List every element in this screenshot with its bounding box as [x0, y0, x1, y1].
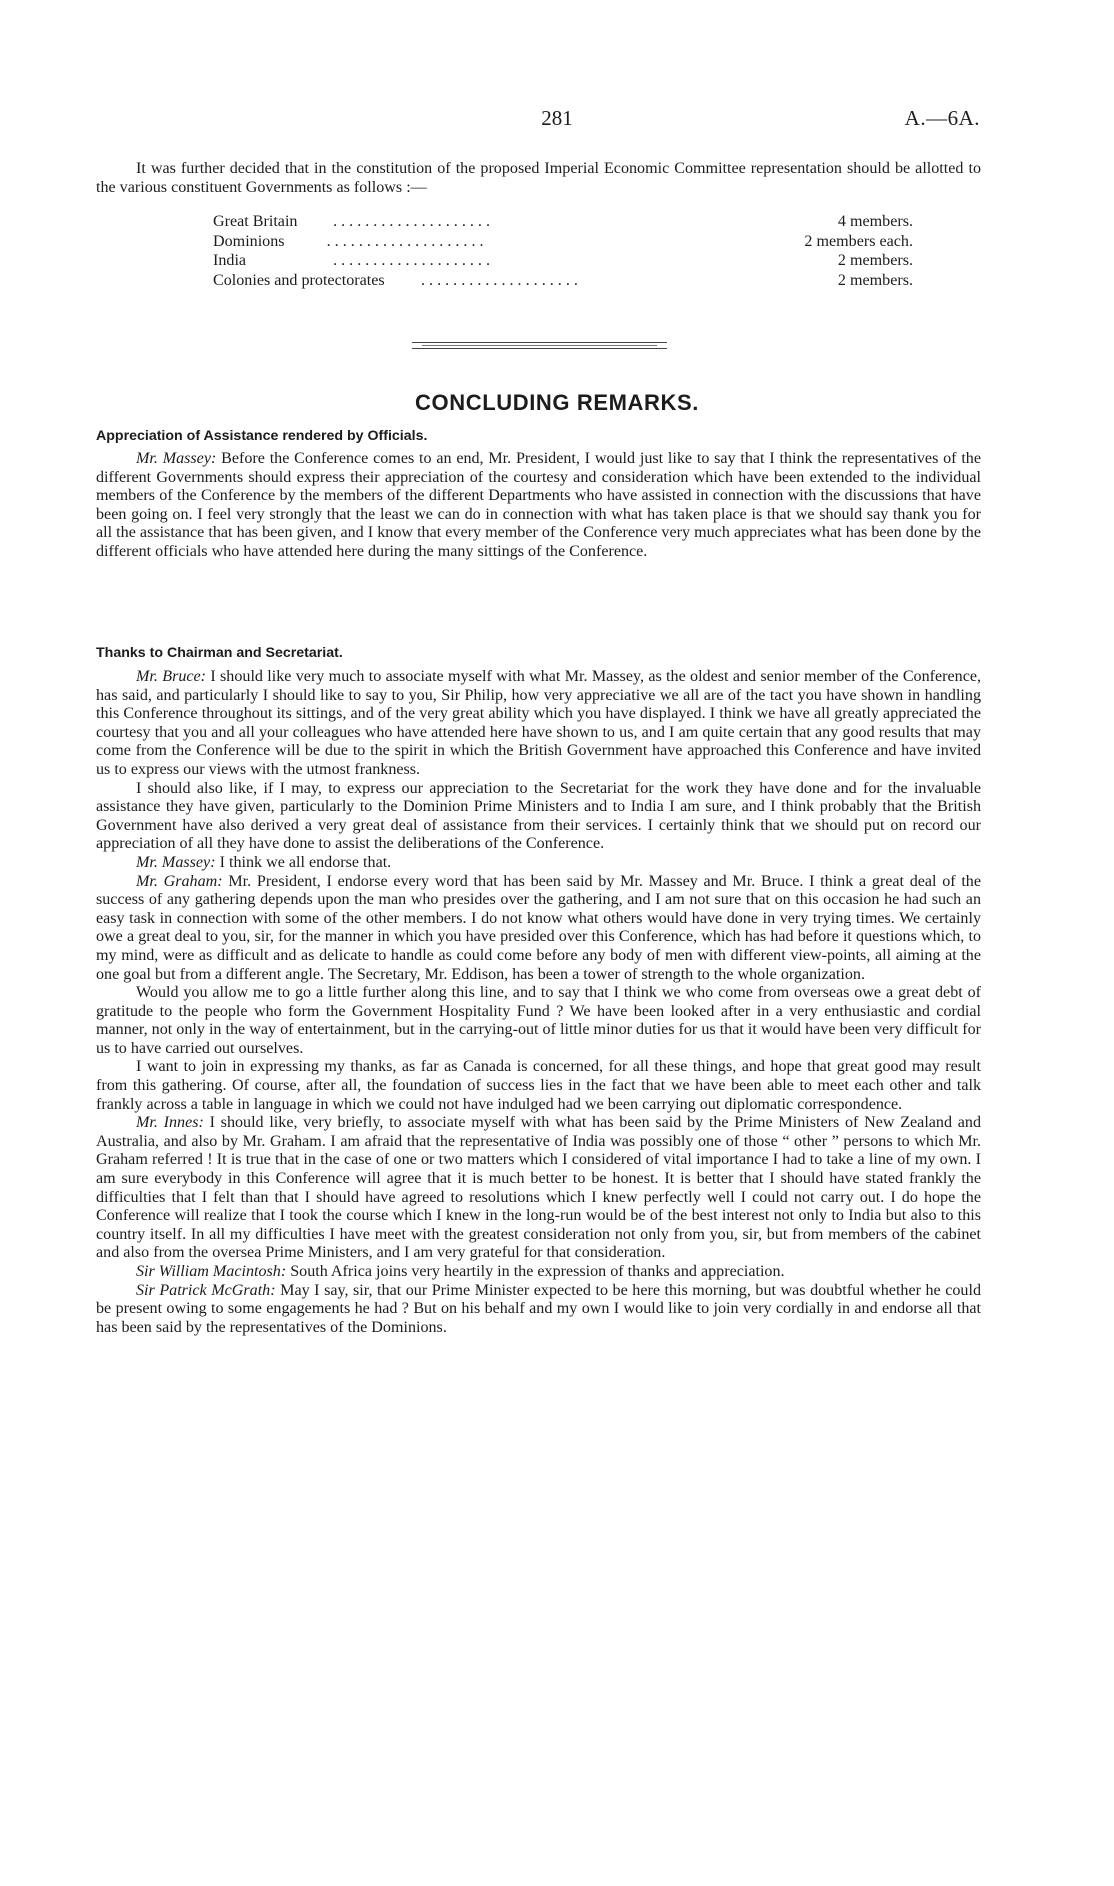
row-label: Colonies and protectorates: [213, 271, 385, 289]
speech-text: Mr. President, I endorse every word that has been said by Mr. Massey and Mr. Bruce. I think a great deal of the success of any gathering depends upon the man who presides over the gathering, and I am not sure that on this occasion he had such an easy task in connection with some of the other members. I do not know what others would have done in very trying times. We certainly owe a great deal to you, sir, for the manner in which you have presided over this Conference, which has had before it questions which, to my mind, were as difficult and as delicate to handle as could come before any body of men with different view-points, all aiming at the one goal but from a different angle. The Secretary, Mr. Eddison, has been a tower of strength to the whole organization.: [96, 872, 981, 983]
table-row: [213, 251, 913, 271]
subheading-appreciation: Appreciation of Assistance rendered by Officials.: [96, 428, 428, 444]
speech-text: I should like, very briefly, to associate myself with what has been said by the Prime Ministers of New Zealand and Australia, and also by Mr. Graham. I am afraid that the representative of India was possibly one of those “ other ” persons to which Mr. Graham referred ! It is true that in the case of one or two matters which I considered of vital importance I had to take a line of my own. I am sure everybody in this Conference will agree that it is much better to be honest. It is better that I should have stated frankly the difficulties that I felt than that I should have agreed to resolutions which I knew perfectly well I could not carry out. I do hope the Conference will realize that I took the course which I knew in the long-run would be of the best interest not only to India but also to this country itself. In all my difficulties I have meet with the greatest consideration not only from you, sir, but from members of the cabinet and also from the oversea Prime Ministers, and I am very grateful for that consideration.: [96, 1114, 981, 1262]
intro-text: It was further decided that in the constitution of the proposed Imperial Economic Committee representation should be allotted to the various constituent Governments as follows :—: [96, 160, 981, 196]
speech-text: May I say, sir, that our Prime Minister expected to be here this morning, but was doubtful whether he could be present owing to some engagements he had ? But on his behalf and my own I would like to join very cordially in and endorse all that has been said by the representatives of the Dominions.: [96, 1281, 981, 1336]
speech-paragraph: [96, 1282, 981, 1338]
table-row: [213, 212, 913, 232]
speech-paragraph: [96, 873, 981, 985]
speaker-name: Mr. Bruce:: [136, 668, 207, 685]
speech-text: I want to join in expressing my thanks, as far as Canada is concerned, for all these things, and hope that great good may result from this gathering. Of course, after all, the foundation of success lies in the fact that we have been able to meet each other and talk frankly across a table in language in which we could not have indulged had we been carrying out diplomatic correspondence.: [96, 1058, 981, 1113]
speech-text: Would you allow me to go a little further along this line, and to say that I think we who come from overseas owe a great debt of gratitude to the people who form the Government Hospitality Fund ? We have been looked after in a very enthusiastic and cordial manner, not only in the way of entertainment, but in the carrying-out of little minor duties for us that it would have been very difficult for us to have carried out ourselves.: [96, 984, 981, 1057]
row-label: Great Britain: [213, 213, 298, 230]
speech-text: I think we all endorse that.: [215, 853, 392, 871]
row-label: India: [213, 252, 247, 269]
table-row: [213, 271, 913, 291]
table-row: [213, 232, 913, 252]
speaker-name: Mr. Innes:: [136, 1114, 204, 1132]
speech-paragraph: [96, 780, 981, 854]
representation-table: [213, 212, 913, 290]
speech-paragraph: [96, 854, 981, 873]
speaker-name: Sir Patrick McGrath:: [136, 1281, 276, 1299]
row-value: 2 members each.: [804, 232, 913, 250]
speaker-name: Sir William Macintosh:: [136, 1263, 287, 1280]
section-divider: [412, 342, 667, 350]
intro-paragraph: [96, 160, 981, 197]
speech-paragraph: [96, 984, 981, 1058]
row-value: 2 members.: [837, 271, 913, 289]
speech-text: Before the Conference comes to an end, Mr. President, I would just like to say that I think the representatives of the different Governments should express their appreciation of the courtesy and consideration which have been extended to the individual members of the Conference by the members of the different Departments who have assisted in connection with the discussions that have been going on. I feel very strongly that the least we can do in connection with what has taken place is that we should say thank you for all the assistance that has been given, and I know that every member of the Conference very much appreciates what has been done by the different officials who have attended here during the many sittings of the Conference.: [96, 450, 981, 560]
document-reference: A.—6A.: [904, 106, 980, 130]
speech-paragraph: [96, 1114, 981, 1263]
speech-paragraph: [96, 450, 981, 562]
section-title: CONCLUDING REMARKS.: [415, 390, 699, 415]
subheading-thanks: Thanks to Chairman and Secretariat.: [96, 645, 343, 661]
speaker-name: Mr. Graham:: [136, 872, 223, 890]
dot-leader: . . . . . . . . . . . . . . . . . . . .: [333, 252, 490, 269]
speaker-name: Mr. Massey:: [136, 450, 217, 467]
row-value: 2 members.: [837, 252, 913, 269]
row-label: Dominions: [213, 232, 285, 250]
speaker-name: Mr. Massey:: [136, 853, 216, 871]
dot-leader: . . . . . . . . . . . . . . . . . . . .: [420, 271, 578, 289]
speech-text: I should like very much to associate myself with what Mr. Massey, as the oldest and senior member of the Conference, has said, and particularly I should like to say to you, Sir Philip, how very appreciative we all are of the tact you have shown in handling this Conference throughout its sittings, and of the very great ability which you have displayed. I think we have all greatly appreciated the courtesy that you and all your colleagues who have attended here have shown to us, and I am quite certain that any good results that may come from the Conference will be due to the spirit in which the British Government have approached this Conference and have invited us to express our views with the utmost frankness.: [96, 668, 982, 778]
speech-paragraph: [96, 1058, 981, 1114]
appreciation-section: [96, 450, 981, 562]
page-number: 281: [541, 106, 573, 130]
speech-text: South Africa joins very heartily in the expression of thanks and appreciation.: [286, 1263, 785, 1280]
speech-paragraph: [96, 1263, 981, 1282]
speech-paragraph: [96, 668, 981, 780]
thanks-section: [96, 668, 981, 1337]
dot-leader: . . . . . . . . . . . . . . . . . . . .: [333, 213, 490, 230]
dot-leader: . . . . . . . . . . . . . . . . . . . .: [326, 232, 484, 250]
row-value: 4 members.: [837, 213, 913, 230]
speech-text: I should also like, if I may, to express our appreciation to the Secretariat for the work they have done and for the invaluable assistance they have given, particularly to the Dominion Prime Ministers and to India I am sure, and I think probably that the British Government have also derived a very great deal of assistance from their services. I certainly think that we should put on record our appreciation of all they have done to assist the deliberations of the Conference.: [96, 779, 981, 853]
